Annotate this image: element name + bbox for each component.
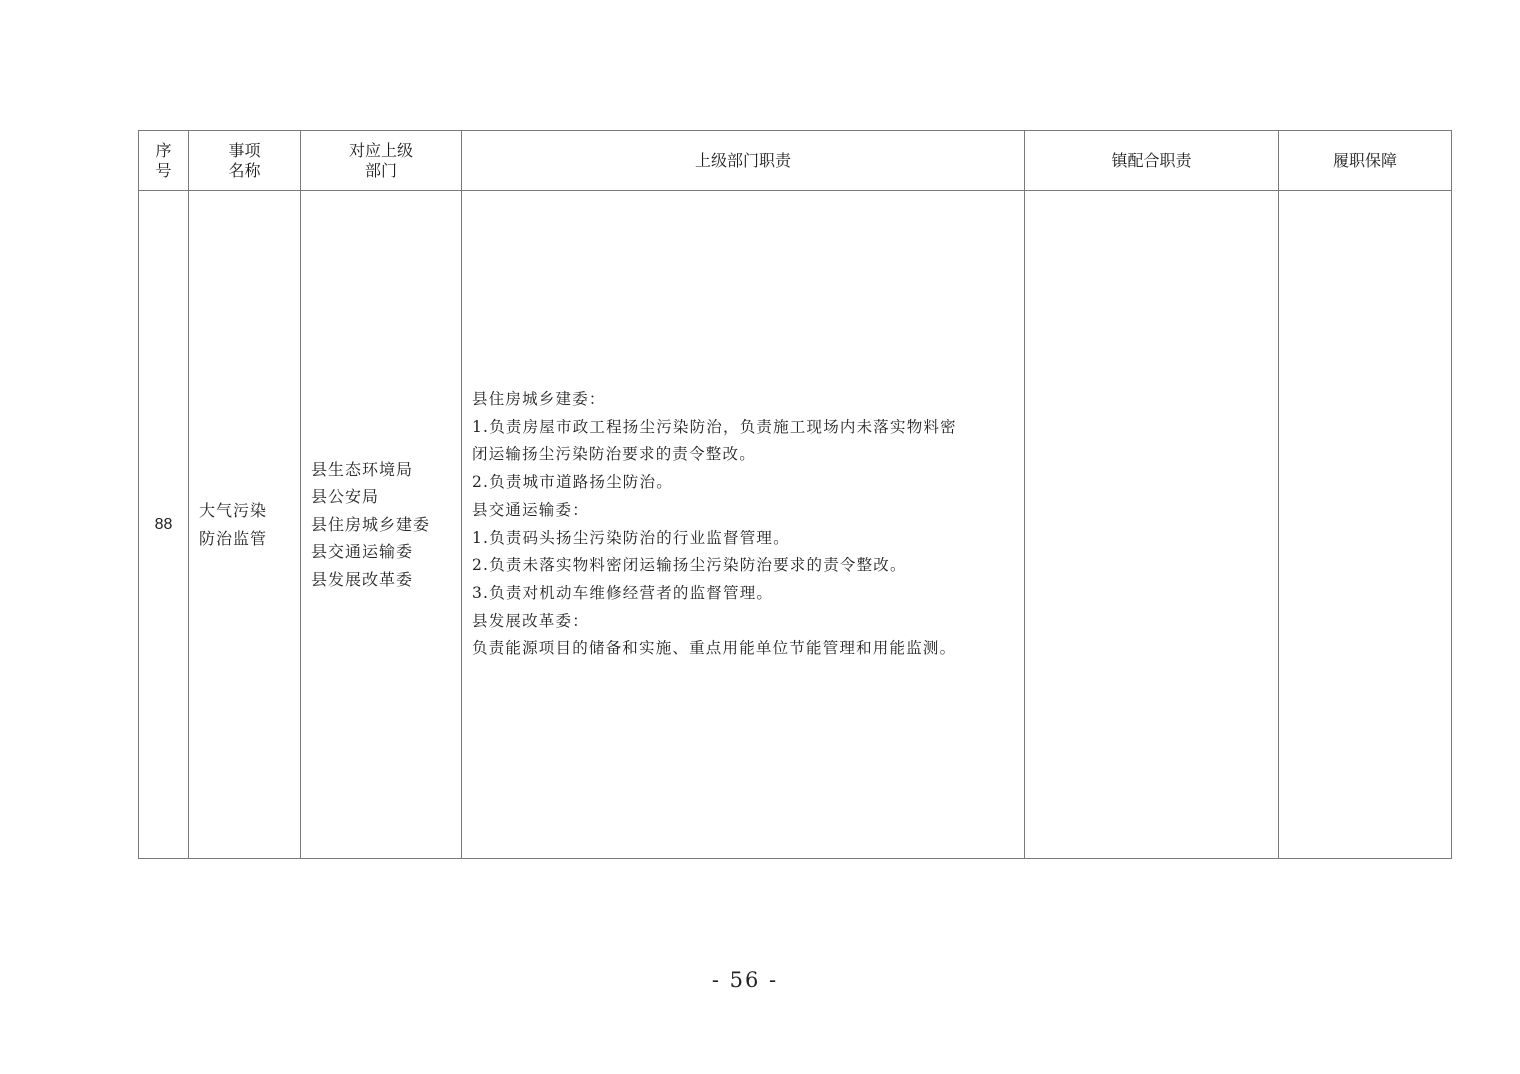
table-row xyxy=(139,191,1452,859)
duty-line: 闭运输扬尘污染防治要求的责令整改。 xyxy=(472,445,756,464)
duty-line: 负责能源项目的储备和实施、重点用能单位节能管理和用能监测。 xyxy=(472,639,957,658)
header-dept-line-2: 部门 xyxy=(364,160,397,180)
department-line: 县交通运输委 xyxy=(311,542,414,562)
table-header-row xyxy=(139,131,1452,191)
department-line: 县公安局 xyxy=(311,487,380,507)
duty-line: 县交通运输委： xyxy=(472,500,589,519)
header-item-name-line-2: 名称 xyxy=(228,160,261,180)
header-upper-duty: 上级部门职责 xyxy=(462,131,1025,191)
header-item-name xyxy=(189,131,301,191)
duty-line: 2.负责城市道路扬尘防治。 xyxy=(472,473,673,492)
cell-item-name xyxy=(189,191,301,859)
cell-town-duty xyxy=(1025,191,1279,859)
header-item-name-line-1: 事项 xyxy=(228,140,261,160)
page-number: - 56 - xyxy=(711,968,779,992)
header-seq xyxy=(139,131,189,191)
duty-line: 2.负责未落实物料密闭运输扬尘污染防治要求的责令整改。 xyxy=(472,556,907,575)
department-line: 县住房城乡建委 xyxy=(311,514,431,534)
item-name-line-1: 大气污染 xyxy=(199,501,268,520)
duty-line: 1.负责房屋市政工程扬尘污染防治，负责施工现场内未落实物料密 xyxy=(472,417,957,436)
duty-line: 县发展改革委： xyxy=(472,611,589,630)
duty-line: 3.负责对机动车维修经营者的监督管理。 xyxy=(472,583,774,602)
department-line: 县生态环境局 xyxy=(311,459,414,479)
header-seq-line-2: 号 xyxy=(155,160,172,180)
department-line: 县发展改革委 xyxy=(311,569,414,589)
duty-line: 县住房城乡建委： xyxy=(472,389,606,408)
cell-guarantee xyxy=(1279,191,1452,859)
header-town-duty: 镇配合职责 xyxy=(1025,131,1279,191)
header-guarantee: 履职保障 xyxy=(1279,131,1452,191)
item-name-line-2: 防治监管 xyxy=(199,528,268,548)
duty-line: 1.负责码头扬尘污染防治的行业监督管理。 xyxy=(472,528,790,547)
header-dept-line-1: 对应上级 xyxy=(348,140,413,160)
responsibility-table xyxy=(138,130,1452,859)
cell-seq: 88 xyxy=(139,191,189,859)
cell-upper-duties xyxy=(462,191,1025,859)
cell-departments xyxy=(301,191,462,859)
header-seq-line-1: 序 xyxy=(155,140,172,160)
header-dept xyxy=(301,131,462,191)
